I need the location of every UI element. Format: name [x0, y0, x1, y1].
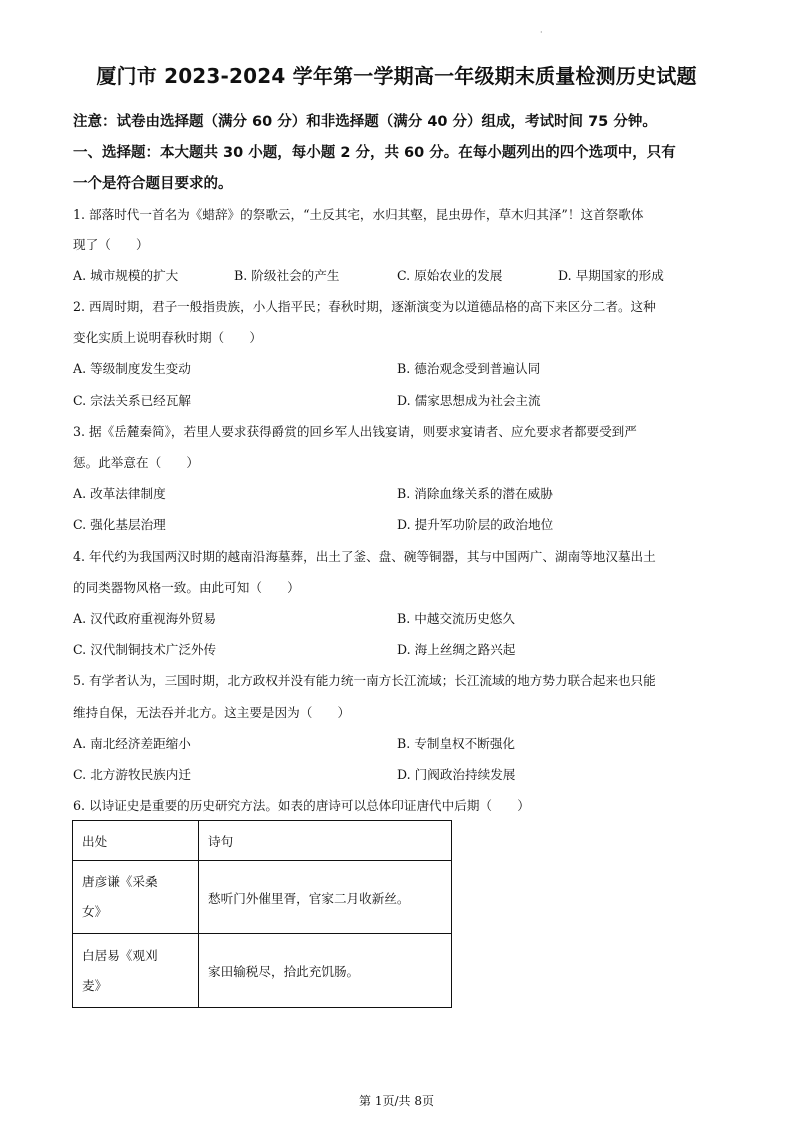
q3-option-a[interactable]: A. 改革法律制度: [73, 486, 166, 501]
page-title: 厦门市 2023-2024 学年第一学期高一年级期末质量检测历史试题: [96, 64, 697, 88]
q3-option-c[interactable]: C. 强化基层治理: [73, 517, 166, 532]
q4-option-d[interactable]: D. 海上丝绸之路兴起: [397, 642, 516, 657]
q4-stem-line1: 4. 年代约为我国两汉时期的越南沿海墓葬，出土了釜、盘、碗等铜器，其与中国两广、湖南等地汉墓出土: [73, 549, 656, 564]
q1-option-c[interactable]: C. 原始农业的发展: [397, 268, 503, 283]
q4-option-b[interactable]: B. 中越交流历史悠久: [397, 611, 516, 626]
source-line: 白居易《观刈: [82, 947, 158, 963]
q4-option-a[interactable]: A. 汉代政府重视海外贸易: [73, 611, 217, 626]
q3-stem-line1: 3. 据《岳麓秦简》，若里人要求获得爵赏的回乡军人出钱宴请，则要求宴请者、应允要求者都要受到严: [73, 424, 637, 439]
q2-option-c[interactable]: C. 宗法关系已经瓦解: [73, 393, 191, 408]
source-line: 唐彦谦《采桑: [82, 874, 158, 889]
q1-stem-line1: 1. 部落时代一首名为《蜡辞》的祭歌云，“土反其宅，水归其壑，昆虫毋作，草木归其泽”！这首祭歌体: [73, 207, 644, 222]
q5-option-c[interactable]: C. 北方游牧民族内迁: [73, 767, 191, 782]
q5-option-b[interactable]: B. 专制皇权不断强化: [397, 736, 516, 751]
table-header-verse: 诗句: [199, 821, 452, 861]
q6-stem: 6. 以诗证史是重要的历史研究方法。如表的唐诗可以总体印证唐代中后期（ ）: [73, 798, 530, 813]
q2-option-d[interactable]: D. 儒家思想成为社会主流: [397, 393, 541, 408]
table-row: [73, 861, 452, 934]
q2-option-b[interactable]: B. 德治观念受到普遍认同: [397, 361, 541, 376]
source-line: 麦》: [82, 977, 108, 993]
table-cell-verse: 愁听门外催里胥，官家二月收新丝。: [199, 861, 452, 934]
source-line: 女》: [82, 904, 108, 919]
section-heading-line2: 一个是符合题目要求的。: [73, 176, 233, 192]
page-footer: 第 1页/共 8页: [359, 1094, 434, 1108]
q2-stem-line1: 2. 西周时期，君子一般指贵族，小人指平民；春秋时期，逐渐演变为以道德品格的高下来区分二者。这种: [73, 299, 656, 314]
exam-notice: 注意：试卷由选择题（满分 60 分）和非选择题（满分 40 分）组成，考试时间 75 分钟。: [73, 114, 657, 130]
q5-stem-line1: 5. 有学者认为，三国时期，北方政权并没有能力统一南方长江流域；长江流域的地方势力联合起来也只能: [73, 673, 656, 688]
table-header-row: [73, 821, 452, 861]
table-cell-verse: 家田输税尽，拾此充饥肠。: [199, 934, 452, 1008]
q1-option-d[interactable]: D. 早期国家的形成: [558, 268, 664, 283]
q2-option-a[interactable]: A. 等级制度发生变动: [73, 361, 191, 376]
q1-stem-line2: 现了（ ）: [73, 237, 149, 252]
q3-option-b[interactable]: B. 消除血缘关系的潜在威胁: [397, 486, 553, 501]
q3-stem-line2: 惩。此举意在（ ）: [73, 455, 199, 470]
poem-table: [72, 820, 452, 1008]
table-cell-source: [73, 934, 199, 1008]
q3-option-d[interactable]: D. 提升军功阶层的政治地位: [397, 517, 554, 532]
q4-stem-line2: 的同类器物风格一致。由此可知（ ）: [73, 580, 300, 595]
q2-stem-line2: 变化实质上说明春秋时期（ ）: [73, 330, 262, 345]
table-header-source: 出处: [73, 821, 199, 861]
q4-option-c[interactable]: C. 汉代制铜技术广泛外传: [73, 642, 217, 657]
corner-mark: ·: [540, 28, 543, 37]
q5-option-a[interactable]: A. 南北经济差距缩小: [73, 736, 191, 751]
q5-option-d[interactable]: D. 门阀政治持续发展: [397, 767, 516, 782]
q1-option-a[interactable]: A. 城市规模的扩大: [73, 268, 179, 283]
table-cell-source: [73, 861, 199, 934]
section-heading-line1: 一、选择题：本大题共 30 小题，每小题 2 分，共 60 分。在每小题列出的四个选项中，只有: [73, 145, 676, 161]
q5-stem-line2: 维持自保，无法吞并北方。这主要是因为（ ）: [73, 705, 351, 720]
q1-option-b[interactable]: B. 阶级社会的产生: [234, 268, 340, 283]
table-row: [73, 934, 452, 1008]
